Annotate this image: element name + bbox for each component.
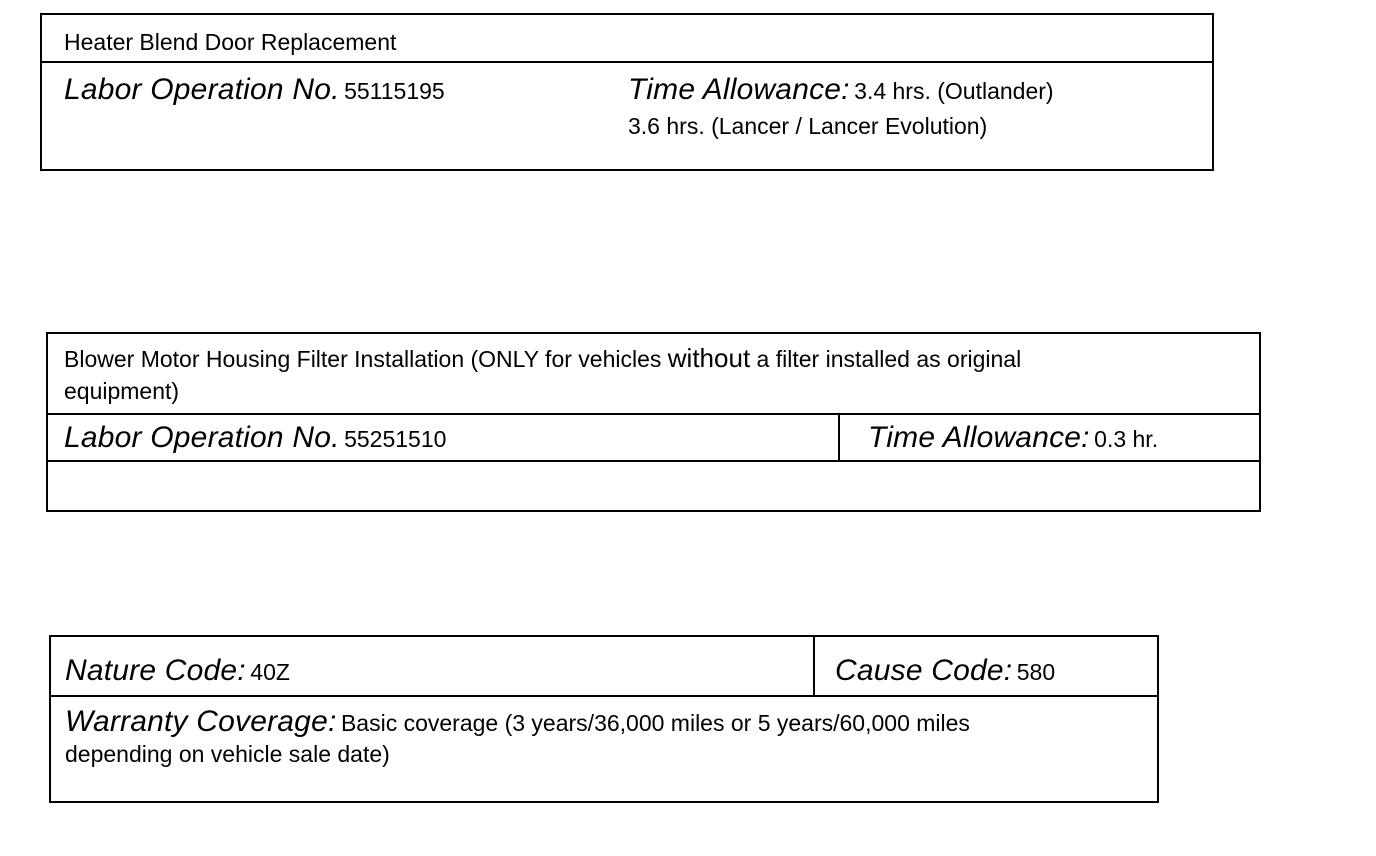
blend-door-divider <box>42 61 1212 63</box>
nature-code-label: Nature Code: <box>65 654 246 687</box>
cause-code-value: 580 <box>1016 659 1056 685</box>
blend-door-time-label: Time Allowance: <box>628 73 850 106</box>
blower-filter-divider-2 <box>48 460 1259 462</box>
cause-code-label: Cause Code: <box>835 654 1013 687</box>
blend-door-title: Heater Blend Door Replacement <box>64 29 397 55</box>
blend-door-time-value-1: 3.4 hrs. (Outlander) <box>854 78 1054 104</box>
blower-filter-labor <box>64 421 446 455</box>
nature-code-value: 40Z <box>250 659 290 685</box>
blower-filter-title-part2: a filter installed as original <box>750 346 1022 372</box>
blend-door-box <box>40 13 1214 171</box>
blend-door-labor-label: Labor Operation No. <box>64 73 340 106</box>
blend-door-labor <box>64 73 445 107</box>
warranty-coverage-value-2: depending on vehicle sale date) <box>65 741 390 767</box>
blower-filter-title <box>64 342 1021 376</box>
codes-box <box>49 635 1159 803</box>
codes-col-divider <box>813 637 815 695</box>
blower-filter-title-emph: without <box>667 343 751 373</box>
blower-filter-time <box>868 421 1158 455</box>
blend-door-time-value-2: 3.6 hrs. (Lancer / Lancer Evolution) <box>628 113 988 139</box>
codes-divider <box>51 695 1157 697</box>
blower-filter-title-line2: equipment) <box>64 378 180 404</box>
blower-filter-time-label: Time Allowance: <box>868 421 1090 454</box>
warranty-coverage <box>65 705 970 739</box>
blower-filter-divider-1 <box>48 413 1259 415</box>
blower-filter-col-divider <box>838 413 840 460</box>
blower-filter-box <box>46 332 1261 512</box>
blower-filter-title-part1: Blower Motor Housing Filter Installation (ONLY for vehicles <box>64 346 668 372</box>
warranty-coverage-label: Warranty Coverage: <box>65 705 337 738</box>
blend-door-labor-value: 55115195 <box>344 78 445 104</box>
nature-code <box>65 654 290 688</box>
blower-filter-time-value: 0.3 hr. <box>1094 426 1159 452</box>
cause-code <box>835 654 1055 688</box>
blower-filter-labor-label: Labor Operation No. <box>64 421 340 454</box>
blend-door-time <box>628 73 1054 107</box>
warranty-coverage-value-1: Basic coverage (3 years/36,000 miles or 5 years/60,000 miles <box>340 710 970 736</box>
blower-filter-labor-value: 55251510 <box>344 426 447 452</box>
